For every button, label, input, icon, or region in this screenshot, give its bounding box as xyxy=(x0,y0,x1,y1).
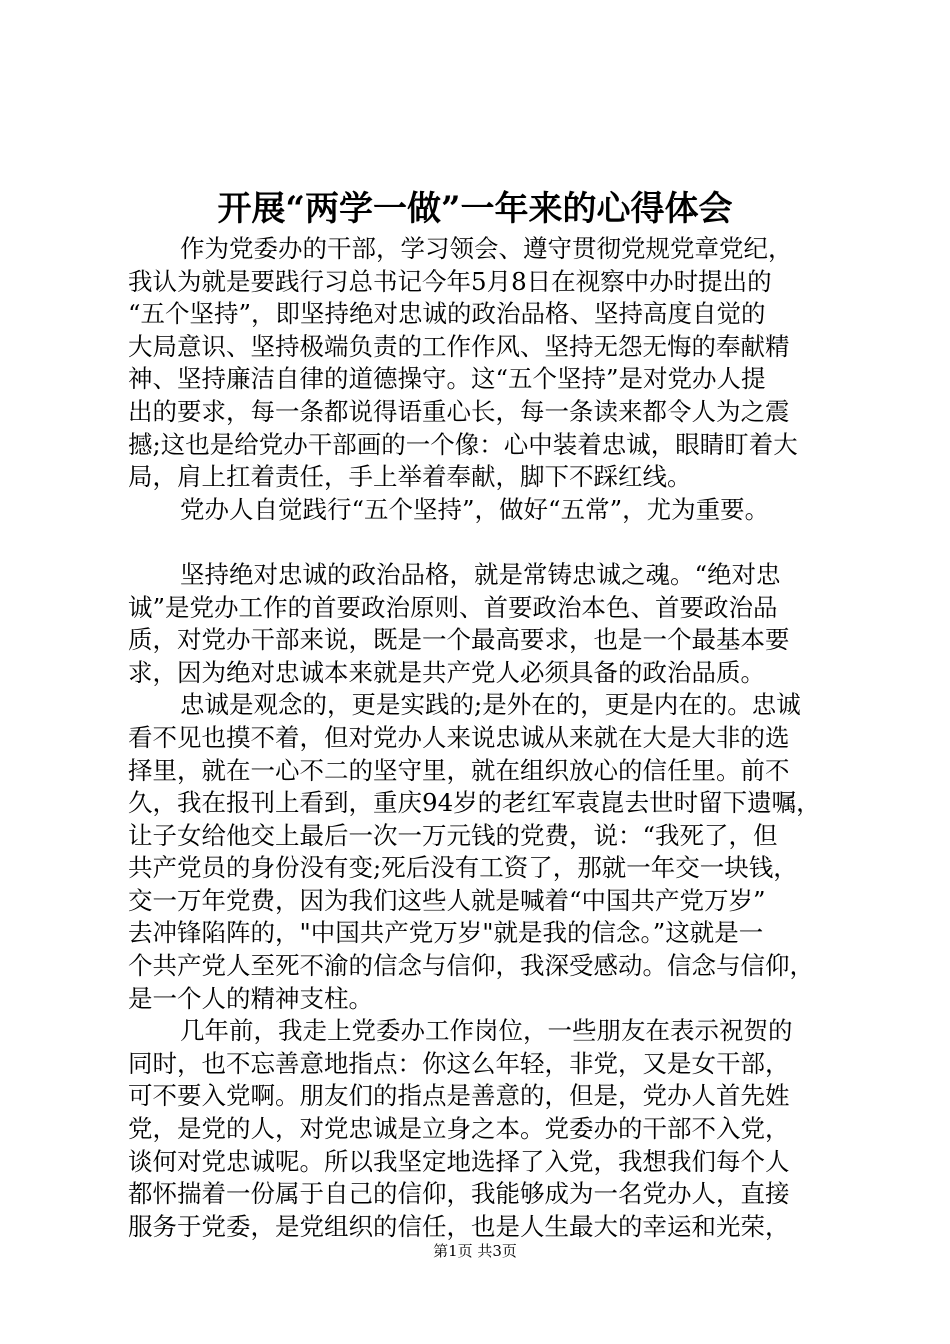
text-line: 个共产党人至死不渝的信念与信仰，我深受感动。信念与信仰， xyxy=(128,951,814,981)
text-line: 大局意识、坚持极端负责的工作作风、坚持无怨无悔的奉献精 xyxy=(128,331,790,361)
text-line: 是一个人的精神支柱。 xyxy=(128,983,373,1013)
document-title: 开展“两学一做”一年来的心得体会 xyxy=(217,189,733,229)
text-line: 都怀揣着一份属于自己的信仰，我能够成为一名党办人，直接 xyxy=(128,1179,790,1209)
text-line: 交一万年党费，因为我们这些人就是喊着“中国共产党万岁” xyxy=(128,885,766,915)
text-line: “五个坚持”，即坚持绝对忠诚的政治品格、坚持高度自觉的 xyxy=(128,299,766,329)
blank-line xyxy=(128,526,850,559)
text-line: 坚持绝对忠诚的政治品格，就是常铸忠诚之魂。“绝对忠 xyxy=(180,559,781,589)
text-line: 服务于党委，是党组织的信任，也是人生最大的幸运和光荣， xyxy=(128,1211,790,1241)
text-line: 质，对党办干部来说，既是一个最高要求，也是一个最基本要 xyxy=(128,625,790,655)
text-line: 让子女给他交上最后一次一万元钱的党费，说：“我死了，但 xyxy=(128,820,778,850)
text-line: 择里，就在一心不二的坚守里，就在组织放心的信任里。前不 xyxy=(128,755,790,785)
document-body xyxy=(128,233,850,1243)
text-line: 撼;这也是给党办干部画的一个像：心中装着忠诚，眼睛盯着大 xyxy=(128,429,798,459)
page-number-footer: 第1页 共3页 xyxy=(433,1242,517,1260)
text-line: 党办人自觉践行“五个坚持”，做好“五常”，尤为重要。 xyxy=(180,494,770,524)
text-line: 同时，也不忘善意地指点：你这么年轻，非党，又是女干部， xyxy=(128,1048,790,1078)
text-line: 求，因为绝对忠诚本来就是共产党人必须具备的政治品质。 xyxy=(128,657,765,687)
text-line: 可不要入党啊。朋友们的指点是善意的，但是，党办人首先姓 xyxy=(128,1081,790,1111)
text-line: 神、坚持廉洁自律的道德操守。这“五个坚持”是对党办人提 xyxy=(128,364,766,394)
text-line: 诚”是党办工作的首要政治原则、首要政治本色、首要政治品 xyxy=(128,592,778,622)
text-line: 去冲锋陷阵的，"中国共产党万岁"就是我的信念。”这就是一 xyxy=(128,918,764,948)
text-line: 看不见也摸不着，但对党办人来说忠诚从来就在大是大非的选 xyxy=(128,722,790,752)
text-line: 我认为就是要践行习总书记今年5月8日在视察中办时提出的 xyxy=(128,266,772,296)
text-line: 作为党委办的干部，学习领会、遵守贯彻党规党章党纪， xyxy=(180,234,793,263)
text-line: 久，我在报刊上看到，重庆94岁的老红军袁崑去世时留下遗嘱， xyxy=(128,788,821,818)
text-line: 党，是党的人，对党忠诚是立身之本。党委办的干部不入党， xyxy=(128,1114,790,1144)
text-line: 谈何对党忠诚呢。所以我坚定地选择了入党，我想我们每个人 xyxy=(128,1146,790,1176)
text-line: 几年前，我走上党委办工作岗位，一些朋友在表示祝贺的 xyxy=(180,1016,793,1046)
text-line: 局，肩上扛着责任，手上举着奉献，脚下不踩红线。 xyxy=(128,462,692,492)
text-line: 出的要求，每一条都说得语重心长，每一条读来都令人为之震 xyxy=(128,396,790,426)
text-line: 忠诚是观念的，更是实践的;是外在的，更是内在的。忠诚 xyxy=(180,690,801,720)
text-line: 共产党员的身份没有变;死后没有工资了，那就一年交一块钱， xyxy=(128,853,798,883)
